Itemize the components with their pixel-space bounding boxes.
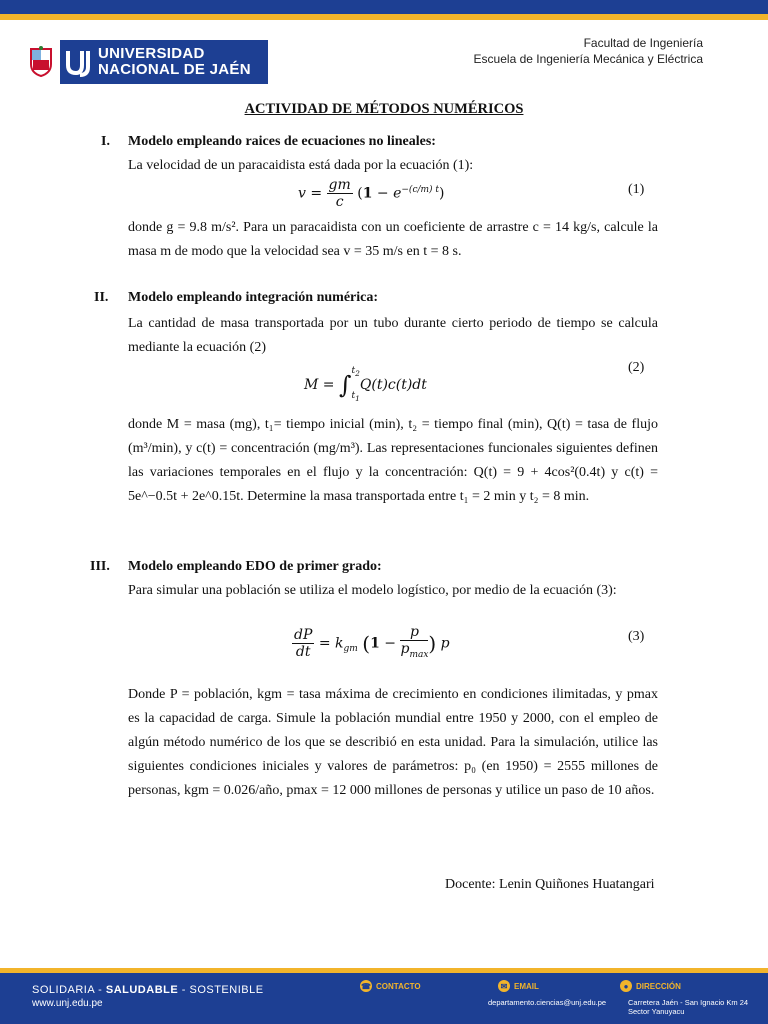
equation-2-number: (2) — [628, 360, 645, 375]
phone-icon: ☎ — [361, 981, 371, 991]
equation-1-number: (1) — [628, 182, 645, 197]
section1-number: I. — [101, 134, 110, 149]
top-gold-stripe — [0, 14, 768, 20]
peru-shield-icon — [22, 40, 60, 84]
footer-banner — [0, 968, 768, 1024]
section2-number: II. — [94, 290, 109, 305]
teacher-signature-line: Docente: Lenin Quiñones Huatangari — [445, 877, 655, 892]
section3-intro: Para simular una población se utiliza el modelo logístico, por medio de la ecuación (3): — [128, 583, 617, 598]
document-title: ACTIVIDAD DE MÉTODOS NUMÉRICOS — [244, 101, 524, 117]
equation-3: $\frac{dP}{dt}$ = $k_{gm}$ (1 − $\frac{p}{p_{max}}$ ) p — [294, 624, 450, 660]
email-icon: ✉ — [498, 980, 510, 992]
equation-1: v = $\frac{gm}{c}$ $(1 - e^{-(c/m) t})$ — [298, 177, 445, 210]
slogan-part2: SALUDABLE — [105, 984, 179, 996]
section2-heading: Modelo empleando integración numérica: — [128, 290, 379, 305]
top-banner — [0, 0, 768, 20]
footer-gold-stripe — [0, 968, 768, 973]
university-logo — [22, 40, 268, 84]
equation-2: M = ∫ $t_2$ $t_1$ Q(t)c(t)dt — [304, 366, 427, 403]
faculty-header — [474, 35, 703, 67]
email-label: EMAIL — [514, 981, 539, 991]
footer-email-value[interactable]: departamento.ciencias@unj.edu.pe — [488, 998, 607, 1007]
footer-slogan — [32, 984, 264, 996]
section3-heading: Modelo empleando EDO de primer grado: — [128, 559, 382, 574]
footer-address-value: Carretera Jaén - San Ignacio Km 24 Sector Yanuyacu — [628, 998, 749, 1016]
school-name: Escuela de Ingeniería Mecánica y Eléctrica — [473, 52, 703, 66]
section1-body: donde g = 9.8 m/s². Para un paracaidista con un coeficiente de arrastre c = 14 kg/s, calcule la masa m de modo que la velocidad sea v = 35 m/s en t = 8 s. — [128, 220, 658, 259]
section2-intro: La cantidad de masa transportada por un tubo durante cierto periodo de tiempo se calcula mediante la ecuación (2) — [128, 316, 658, 355]
slogan-part1: SOLIDARIA - — [32, 984, 106, 996]
unj-monogram-icon — [60, 40, 98, 84]
contact-label: CONTACTO — [376, 981, 421, 991]
slogan-part3: - SOSTENIBLE — [178, 984, 264, 996]
footer-email[interactable] — [498, 980, 539, 992]
address-label: DIRECCIÓN — [636, 981, 681, 991]
university-name-line2: NACIONAL DE JAÉN — [98, 61, 251, 78]
section2-body: donde M = masa (mg), t₁= tiempo inicial (min), t₂ = tiempo final (min), Q(t) = tasa de flujo (m³/min), y c(t) = concentración (mg/m³). Las representaciones funcionales siguientes definen las variaciones temporales en el flujo y la concentración: Q(t) = 9 + 4cos²(0.4t) y c(t) = 5e^−0.5t + 2e^0.15t. Determine la masa transportada entre t₁ = 2 min y t₂ = 8 min. — [128, 417, 658, 504]
university-name — [98, 46, 251, 78]
footer-address — [620, 980, 681, 992]
faculty-name: Facultad de Ingeniería — [583, 36, 703, 50]
footer-website-link[interactable]: www.unj.edu.pe — [32, 998, 103, 1009]
section1-heading: Modelo empleando raices de ecuaciones no lineales: — [128, 134, 436, 149]
footer-contact[interactable] — [360, 980, 421, 992]
section3-number: III. — [90, 559, 110, 574]
section3-body: Donde P = población, kgm = tasa máxima de crecimiento en condiciones ilimitadas, y pmax es la capacidad de carga. Simule la población mundial entre 1950 y 2000, con el empleo de algún método numérico de los que se describió en esta unidad. Para la simulación, utilice las siguientes condiciones iniciales y valores de parámetros: p₀ (en 1950) = 2555 millones de personas, kgm = 0.026/año, pmax = 12 000 millones de personas y utilice un paso de 10 años. — [128, 687, 658, 798]
equation-3-number: (3) — [628, 629, 645, 644]
location-pin-icon: ● — [620, 980, 632, 992]
university-name-line1: UNIVERSIDAD — [98, 45, 205, 62]
section1-intro: La velocidad de un paracaidista está dada por la ecuación (1): — [128, 158, 474, 173]
